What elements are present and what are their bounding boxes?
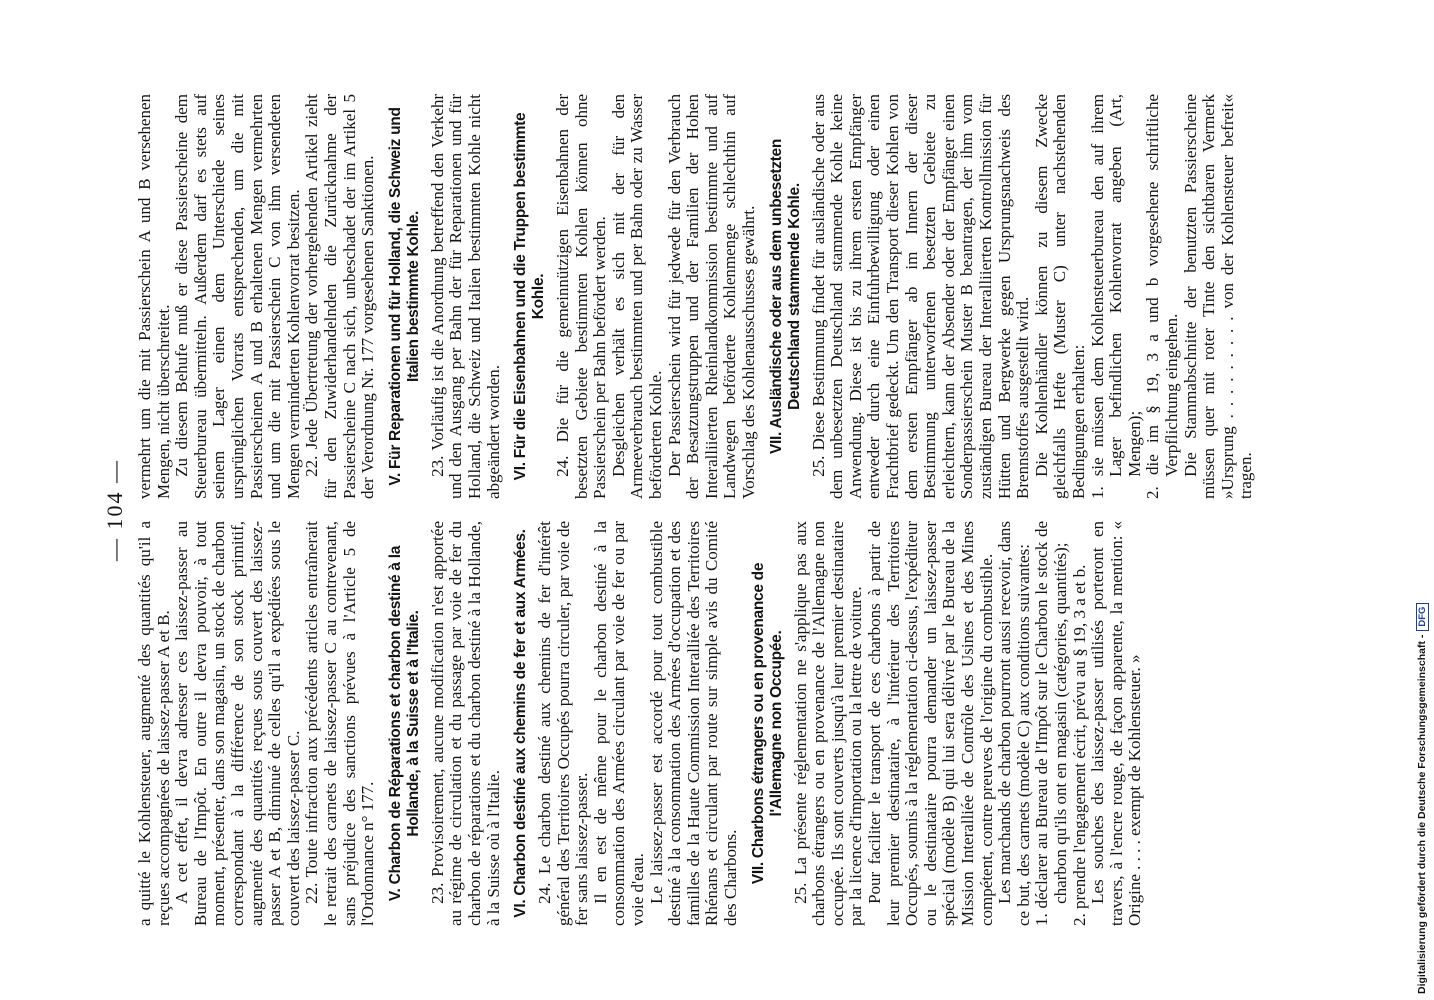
section-heading: VII. Ausländische oder aus dem unbesetzten Deutschland stammende Kohle. <box>767 139 803 454</box>
section-heading: V. Charbon de Réparations et charbon destiné à la Hollande, à la Suisse et à l'Italie. <box>386 545 422 902</box>
paragraph: Les marchands de charbon pourront aussi recevoir, dans ce but, des carnets (modèle C) aux conditions suivantes: <box>995 521 1033 926</box>
paragraph: 22. Toute infraction aux précédents articles entraînerait le retrait des carnets de laissez-passer C au contrevenant, sans préjudice des sanctions prévues à l'Article 5 de l'Ordonnance n° 177. <box>302 521 378 926</box>
paragraph: 24. Die für die gemeinnützigen Eisenbahnen der besetzten Gebiete bestimmten Kohlen können ohne Passierschein per Bahn befördert werden. <box>553 94 610 499</box>
section-heading: VI. Charbon destiné aux chemins de fer et aux Armées. <box>512 529 530 918</box>
french-column <box>136 521 1256 926</box>
paragraph: 23. Provisoirement, aucune modification n'est apportée au régime de circulation et du passage par voie de fer du charbon de réparations et du charbon destiné à la Hollande, à la Suisse où à l'Italie. <box>427 521 503 926</box>
paragraph: 24. Le charbon destiné aux chemins de fer d'intérêt général des Territoires Occupés pourra circuler, par voie de fer sans laissez-passer. <box>535 521 592 926</box>
section-heading: VII. Charbons étrangers ou en provenance de l'Allemagne non Occupée. <box>749 562 785 885</box>
paragraph: Le laissez-passer est accordé pour tout combustible destiné à la consommation des Armées d'occupation et des familles de la Haute Commission Interalliée des Territoires Rhénans et circulant par route sur simple avis du Comité des Charbons. <box>646 521 741 926</box>
paragraph: vermehrt um die mit Passierschein A und B versehenen Mengen, nicht überschreitet. <box>135 94 173 499</box>
german-column <box>136 94 1256 499</box>
paragraph: A cet effet, il devra adresser ces laissez-passer au Bureau de l'Impôt. En outre il devra pouvoir, à tout moment, présenter, dans son magasin, un stock de charbon correspondant à la différence de son stock primitif, augmenté des quantités reçues sous couvert des laissez-passer A et B, diminué de celles qu'il a expédiées sous le couvert des laissez-passer C. <box>172 521 303 926</box>
paragraph: 22. Jede Übertretung der vorhergehenden Artikel zieht für den Zuwiderhandelnden die Zurücknahme der Passierscheine C nach sich, unbeschadet der im Artikel 5 der Verordnung Nr. 177 vorgesehenen Sanktionen. <box>302 94 378 499</box>
list-item: 1. déclarer au Bureau de l'Impôt sur le Charbon le stock de charbon qu'ils ont en magasin (catégories, quantités); <box>1032 521 1070 926</box>
paragraph: Der Passierschein wird für jedwede für den Verbrauch der Besatzungstruppen und der Familien der Hohen Interalliierten Rheinlandkommission bestimmte und auf Landwegen beförderte Kohlenmenge schlechthin auf Vorschlag des Kohlenausschusses gewährt. <box>664 94 759 499</box>
dfg-logo: DFG <box>1416 603 1429 631</box>
list-item: 2. die im § 19, 3 a und b vorgesehene schriftliche Verpflichtung eingehen. <box>1143 94 1181 499</box>
paragraph: Zu diesem Behufe muß er diese Passierscheine dem Steuerbureau übermitteln. Außerdem darf es stets auf seinem Lager einen dem Unterschiede seines ursprünglichen Vorrats entsprechenden, um die mit Passierscheinen A und B erhaltenen Mengen vermehrten und um die mit Passierschein C von ihm versendeten Mengen verminderten Kohlenvorrat besitzen. <box>172 94 303 499</box>
paragraph: Desgleichen verhält es sich mit der für den Armeeverbrauch bestimmten und per Bahn oder zu Wasser beförderten Kohle. <box>608 94 666 499</box>
list-item: 1. sie müssen dem Kohlensteuerbureau den auf ihrem Lager befindlichen Kohlenvorrat angeben (Art, Mengen); <box>1087 94 1144 499</box>
page-number: — 104 — <box>102 459 127 561</box>
paragraph: Die Kohlenhändler können zu diesem Zwecke gleichfalls Hefte (Muster C) unter nachstehenden Bedingungen erhalten: <box>1031 94 1088 499</box>
credit-text: Digitalisierung gefördert durch die Deutsche Forschungsgemeinschaft - <box>1416 634 1428 994</box>
paragraph: a quitté le Kohlensteuer, augmenté des quantités qu'il a reçues accompagnées de laissez-passer A et B. <box>135 521 173 926</box>
two-column-body <box>136 94 1256 926</box>
paragraph: Les souches des laissez-passer utilisés porteront en travers, à l'encre rouge, de façon apparente, la mention: « Origine . . . . exempt de Kohlensteuer. » <box>1088 521 1145 926</box>
section-heading: VI. Für die Eisenbahnen und die Truppen bestimmte Kohle. <box>512 112 548 481</box>
paragraph: 25. La présente réglementation ne s'applique pas aux charbons étrangers ou en provenance de l'Allemagne non occupée. Ils sont couverts jusqu'à leur premier destinataire par la licence d'importation ou la lettre de voiture. <box>790 521 866 926</box>
rotated-document-page <box>100 80 1320 940</box>
paragraph: 23. Vorläufig ist die Anordnung betreffend den Verkehr und den Ausgang per Bahn der für Reparationen und für Holland, die Schweiz und Italien bestimmten Kohle nicht abgeändert worden. <box>427 94 503 499</box>
digitisation-credit <box>1416 603 1429 994</box>
paragraph: Die Stammabschnitte der benutzten Passierscheine müssen quer mit roter Tinte den sichtbaren Vermerk »Ursprung . . . . . . . . . von der Kohlensteuer befreit« tragen. <box>1180 94 1256 499</box>
paragraph: 25. Diese Bestimmung findet für ausländische oder aus dem unbesetzten Deutschland stammende Kohle keine Anwendung. Diese ist bis zu ihrem ersten Empfänger entweder durch eine Einfuhrbewilligung oder einen Frachtbrief gedeckt. Um den Transport dieser Kohlen von dem ersten Empfänger ab im Innern der dieser Bestimmung unterworfenen besetzten Gebiete zu erleichtern, kann der Absender oder der Empfänger einen Sonderpassierschein Muster B beantragen, der ihm vom zuständigen Bureau der Interalliierten Kontrollmission für Hütten und Bergwerke gegen Ursprungsnachweis des Brennstoffes ausgestellt wird. <box>808 94 1033 499</box>
paragraph: Il en est de même pour le charbon destiné à la consommation des Armées circulant par voie de fer ou par voie d'eau. <box>590 521 648 926</box>
paragraph: Pour faciliter le transport de ces charbons à partir de leur premier destinataire, à l'intérieur des Territoires Occupés, soumis à la réglementation ci-dessus, l'expéditeur ou le destinataire pourra demander un laissez-passer spécial (modèle B) qui lui sera délivré par le Bureau de la Mission Interalliée de Contrôle des Usines et des Mines compétent, contre preuves de l'origine du combustible. <box>865 521 996 926</box>
list-item: 2. prendre l'engagement écrit, prévu au § 19, 3 a et b. <box>1069 564 1089 926</box>
section-heading: V. Für Reparationen und für Holland, die Schweiz und Italien bestimmte Kohle. <box>386 107 422 486</box>
